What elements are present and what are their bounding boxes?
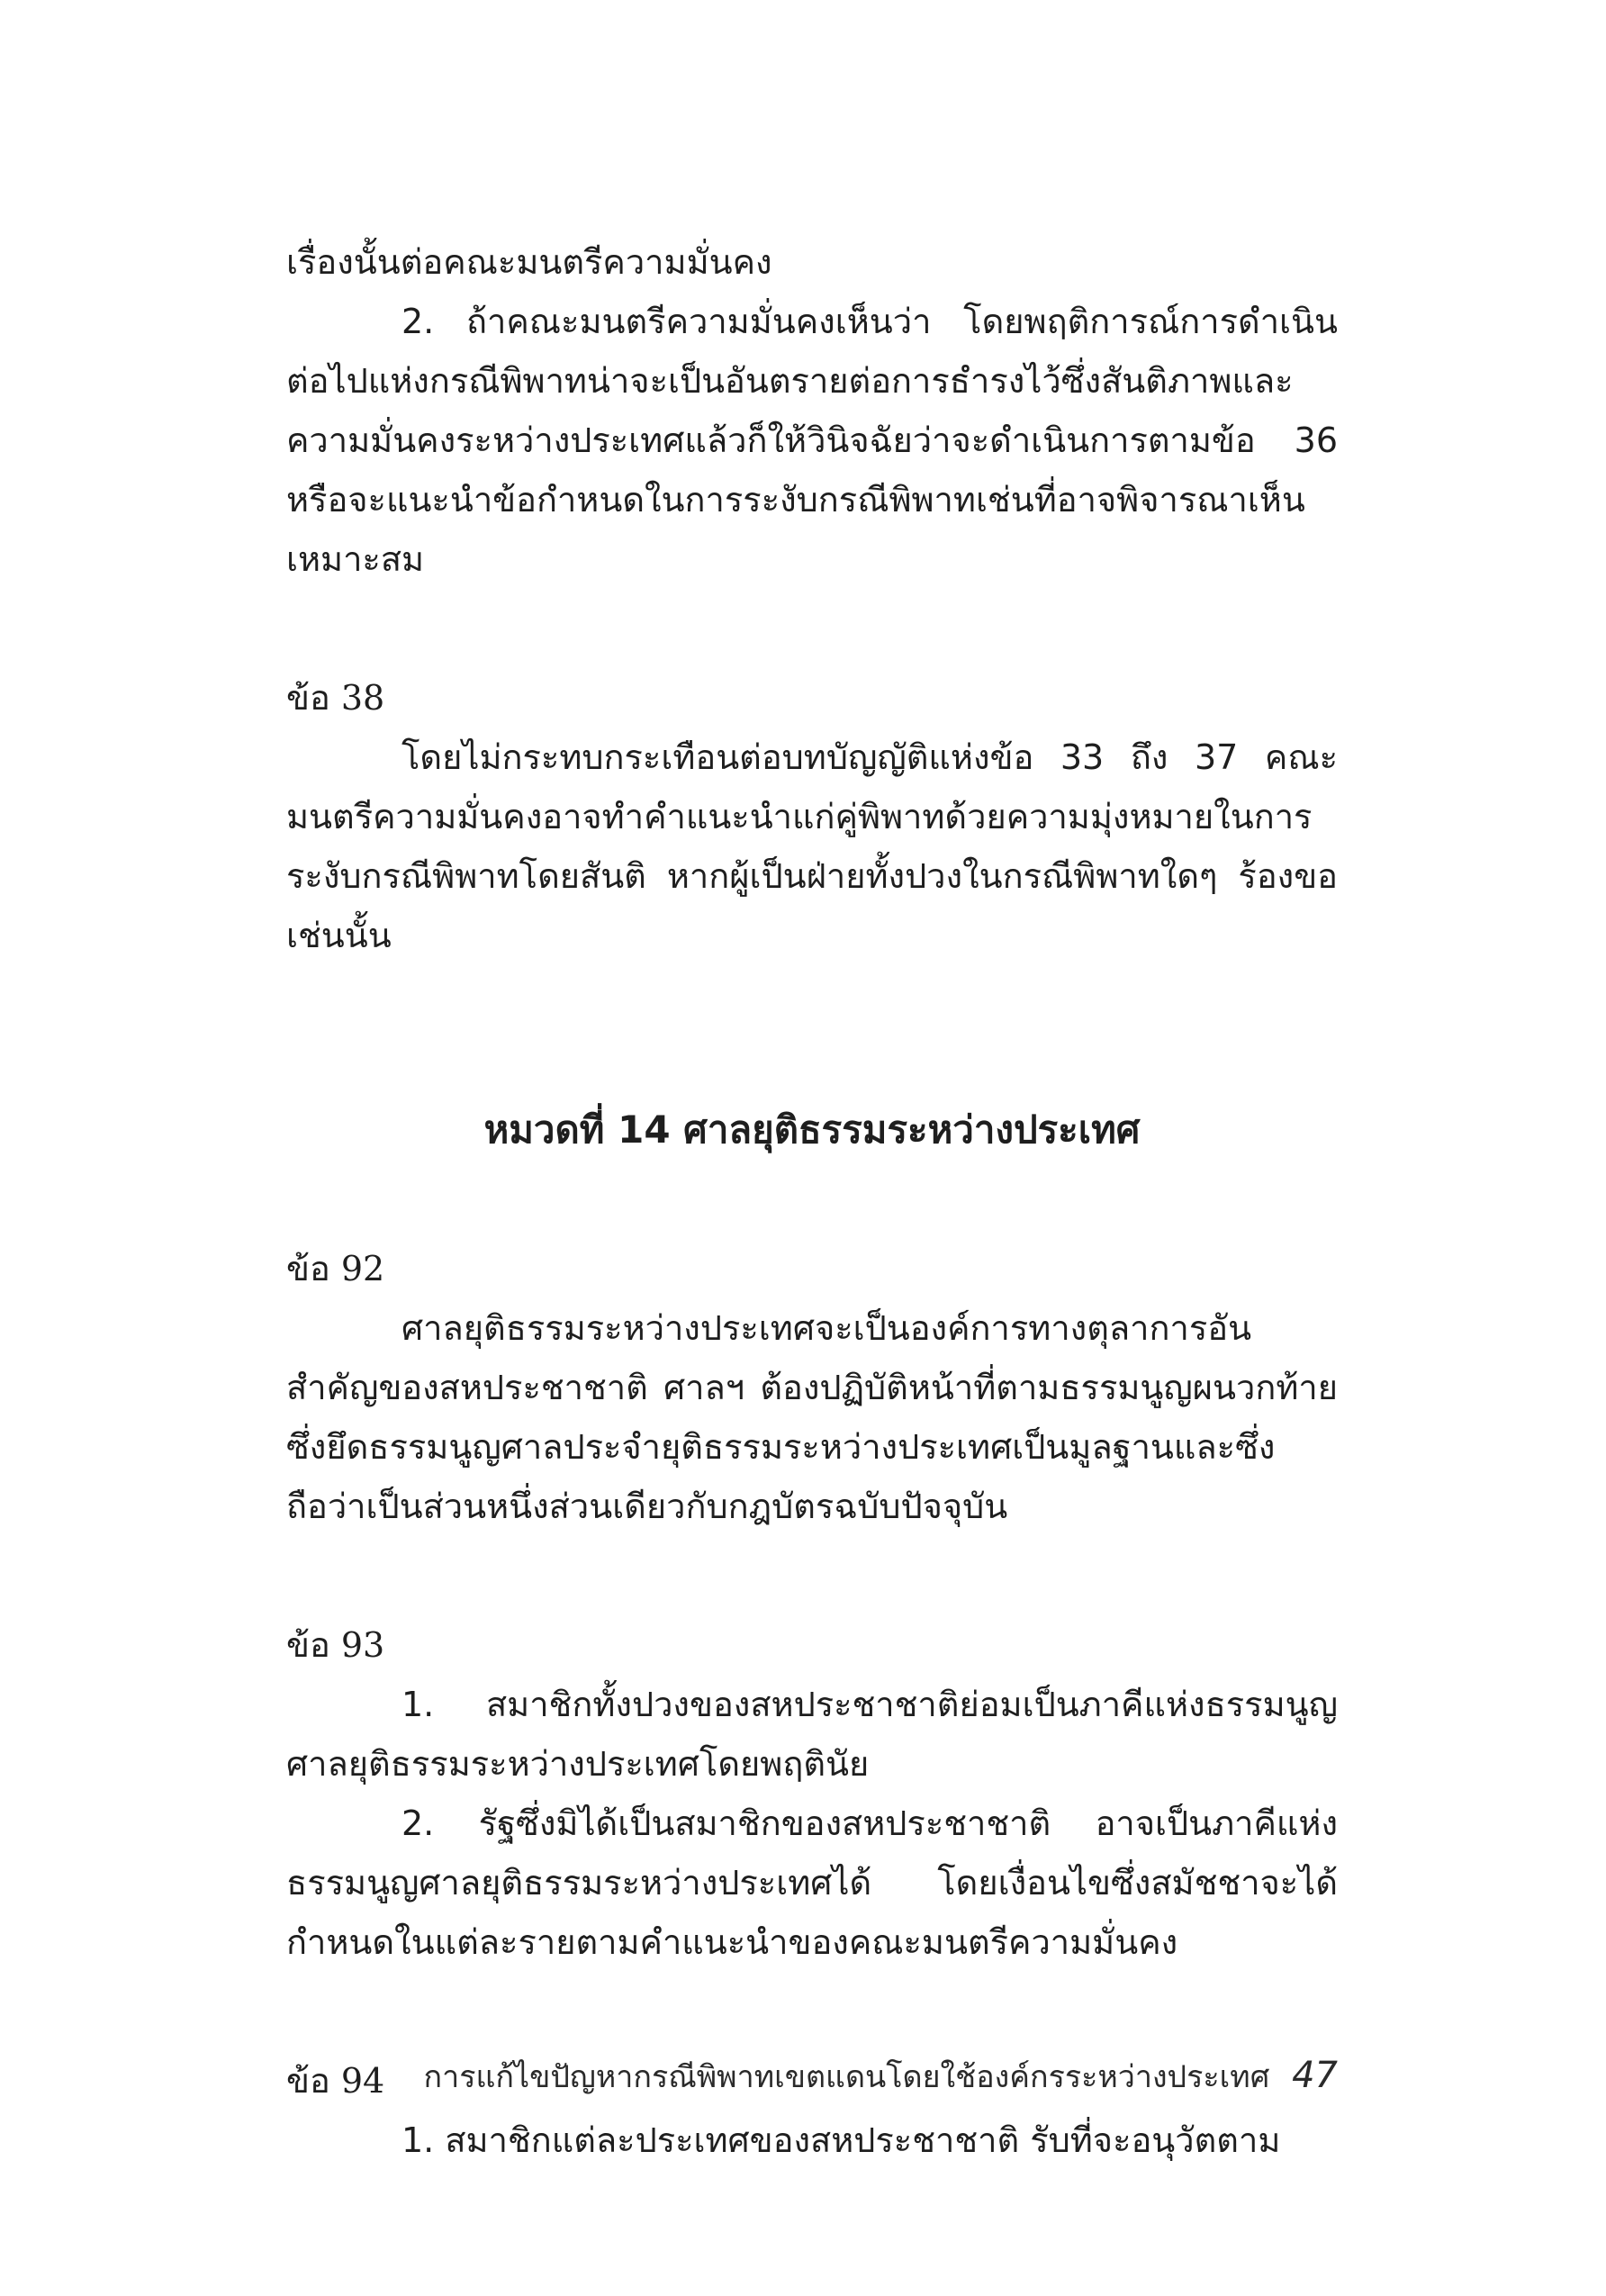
article-93-paragraph-2: 2. รัฐซึ่งมิได้เป็นสมาชิกของสหประชาชาติ อาจเป็นภาคีแห่งธรรมนูญศาลยุติธรรมระหว่างประเทศได้ โดยเงื่อนไขซึ่งสมัชชาจะได้กำหนดในแต่ละรายตามคำแนะนำของคณะมนตรีความมั่นคง	[286, 1803, 1338, 1962]
spacer	[286, 589, 1338, 668]
page-body	[286, 232, 1338, 2170]
spacer	[286, 965, 1338, 1100]
article-38-heading: ข้อ 38	[286, 678, 385, 718]
article-38-text: โดยไม่กระทบกระเทือนต่อบทบัญญัติแห่งข้อ 33 ถึง 37 คณะมนตรีความมั่นคงอาจทำคำแนะนำแก่คู่พิพาทด้วยความมุ่งหมายในการระงับกรณีพิพาทโดยสันติ หากผู้เป็นฝ่ายทั้งปวงในกรณีพิพาทใดๆ ร้องขอเช่นนั้น	[286, 737, 1338, 955]
intro-paragraph-2: 2. ถ้าคณะมนตรีความมั่นคงเห็นว่า โดยพฤติการณ์การดำเนินต่อไปแห่งกรณีพิพาทน่าจะเป็นอันตรายต่อการธำรงไว้ซึ่งสันติภาพและความมั่นคงระหว่างประเทศแล้วก็ให้วินิจฉัยว่าจะดำเนินการตามข้อ 36 หรือจะแนะนำข้อกำหนดในการระงับกรณีพิพาทเช่นที่อาจพิจารณาเห็นเหมาะสม	[286, 302, 1338, 579]
article-94-paragraph-1: 1. สมาชิกแต่ละประเทศของสหประชาชาติ รับที่จะอนุวัตตาม	[402, 2120, 1281, 2160]
article-94-heading: ข้อ 94	[286, 2061, 385, 2101]
article-93-paragraph-1: 1. สมาชิกทั้งปวงของสหประชาชาติย่อมเป็นภาคีแห่งธรรมนูญศาลยุติธรรมระหว่างประเทศโดยพฤตินัย	[286, 1685, 1338, 1784]
article-92-text: ศาลยุติธรรมระหว่างประเทศจะเป็นองค์การทางตุลาการอันสำคัญของสหประชาชาติ ศาลฯ ต้องปฏิบัติหน้าที่ตามธรรมนูญผนวกท้าย ซึ่งยึดธรรมนูญศาลประจำยุติธรรมระหว่างประเทศเป็นมูลฐานและซึ่งถือว่าเป็นส่วนหนึ่งส่วนเดียวกับกฎบัตรฉบับปัจจุบัน	[286, 1308, 1338, 1526]
intro-continuation-line: เรื่องนั้นต่อคณะมนตรีความมั่นคง	[286, 242, 772, 282]
page-footer	[286, 2053, 1338, 2100]
article-92-heading: ข้อ 92	[286, 1249, 385, 1288]
chapter-14-title: หมวดที่ 14 ศาลยุติธรรมระหว่างประเทศ	[483, 1107, 1141, 1152]
spacer	[286, 1972, 1338, 2051]
spacer	[286, 1536, 1338, 1615]
spacer	[286, 1160, 1338, 1239]
running-title: การแก้ไขปัญหากรณีพิพาทเขตแดนโดยใช้องค์กรระหว่างประเทศ	[423, 2059, 1270, 2095]
article-93-heading: ข้อ 93	[286, 1625, 385, 1665]
page-number: 47	[1292, 2055, 1338, 2096]
